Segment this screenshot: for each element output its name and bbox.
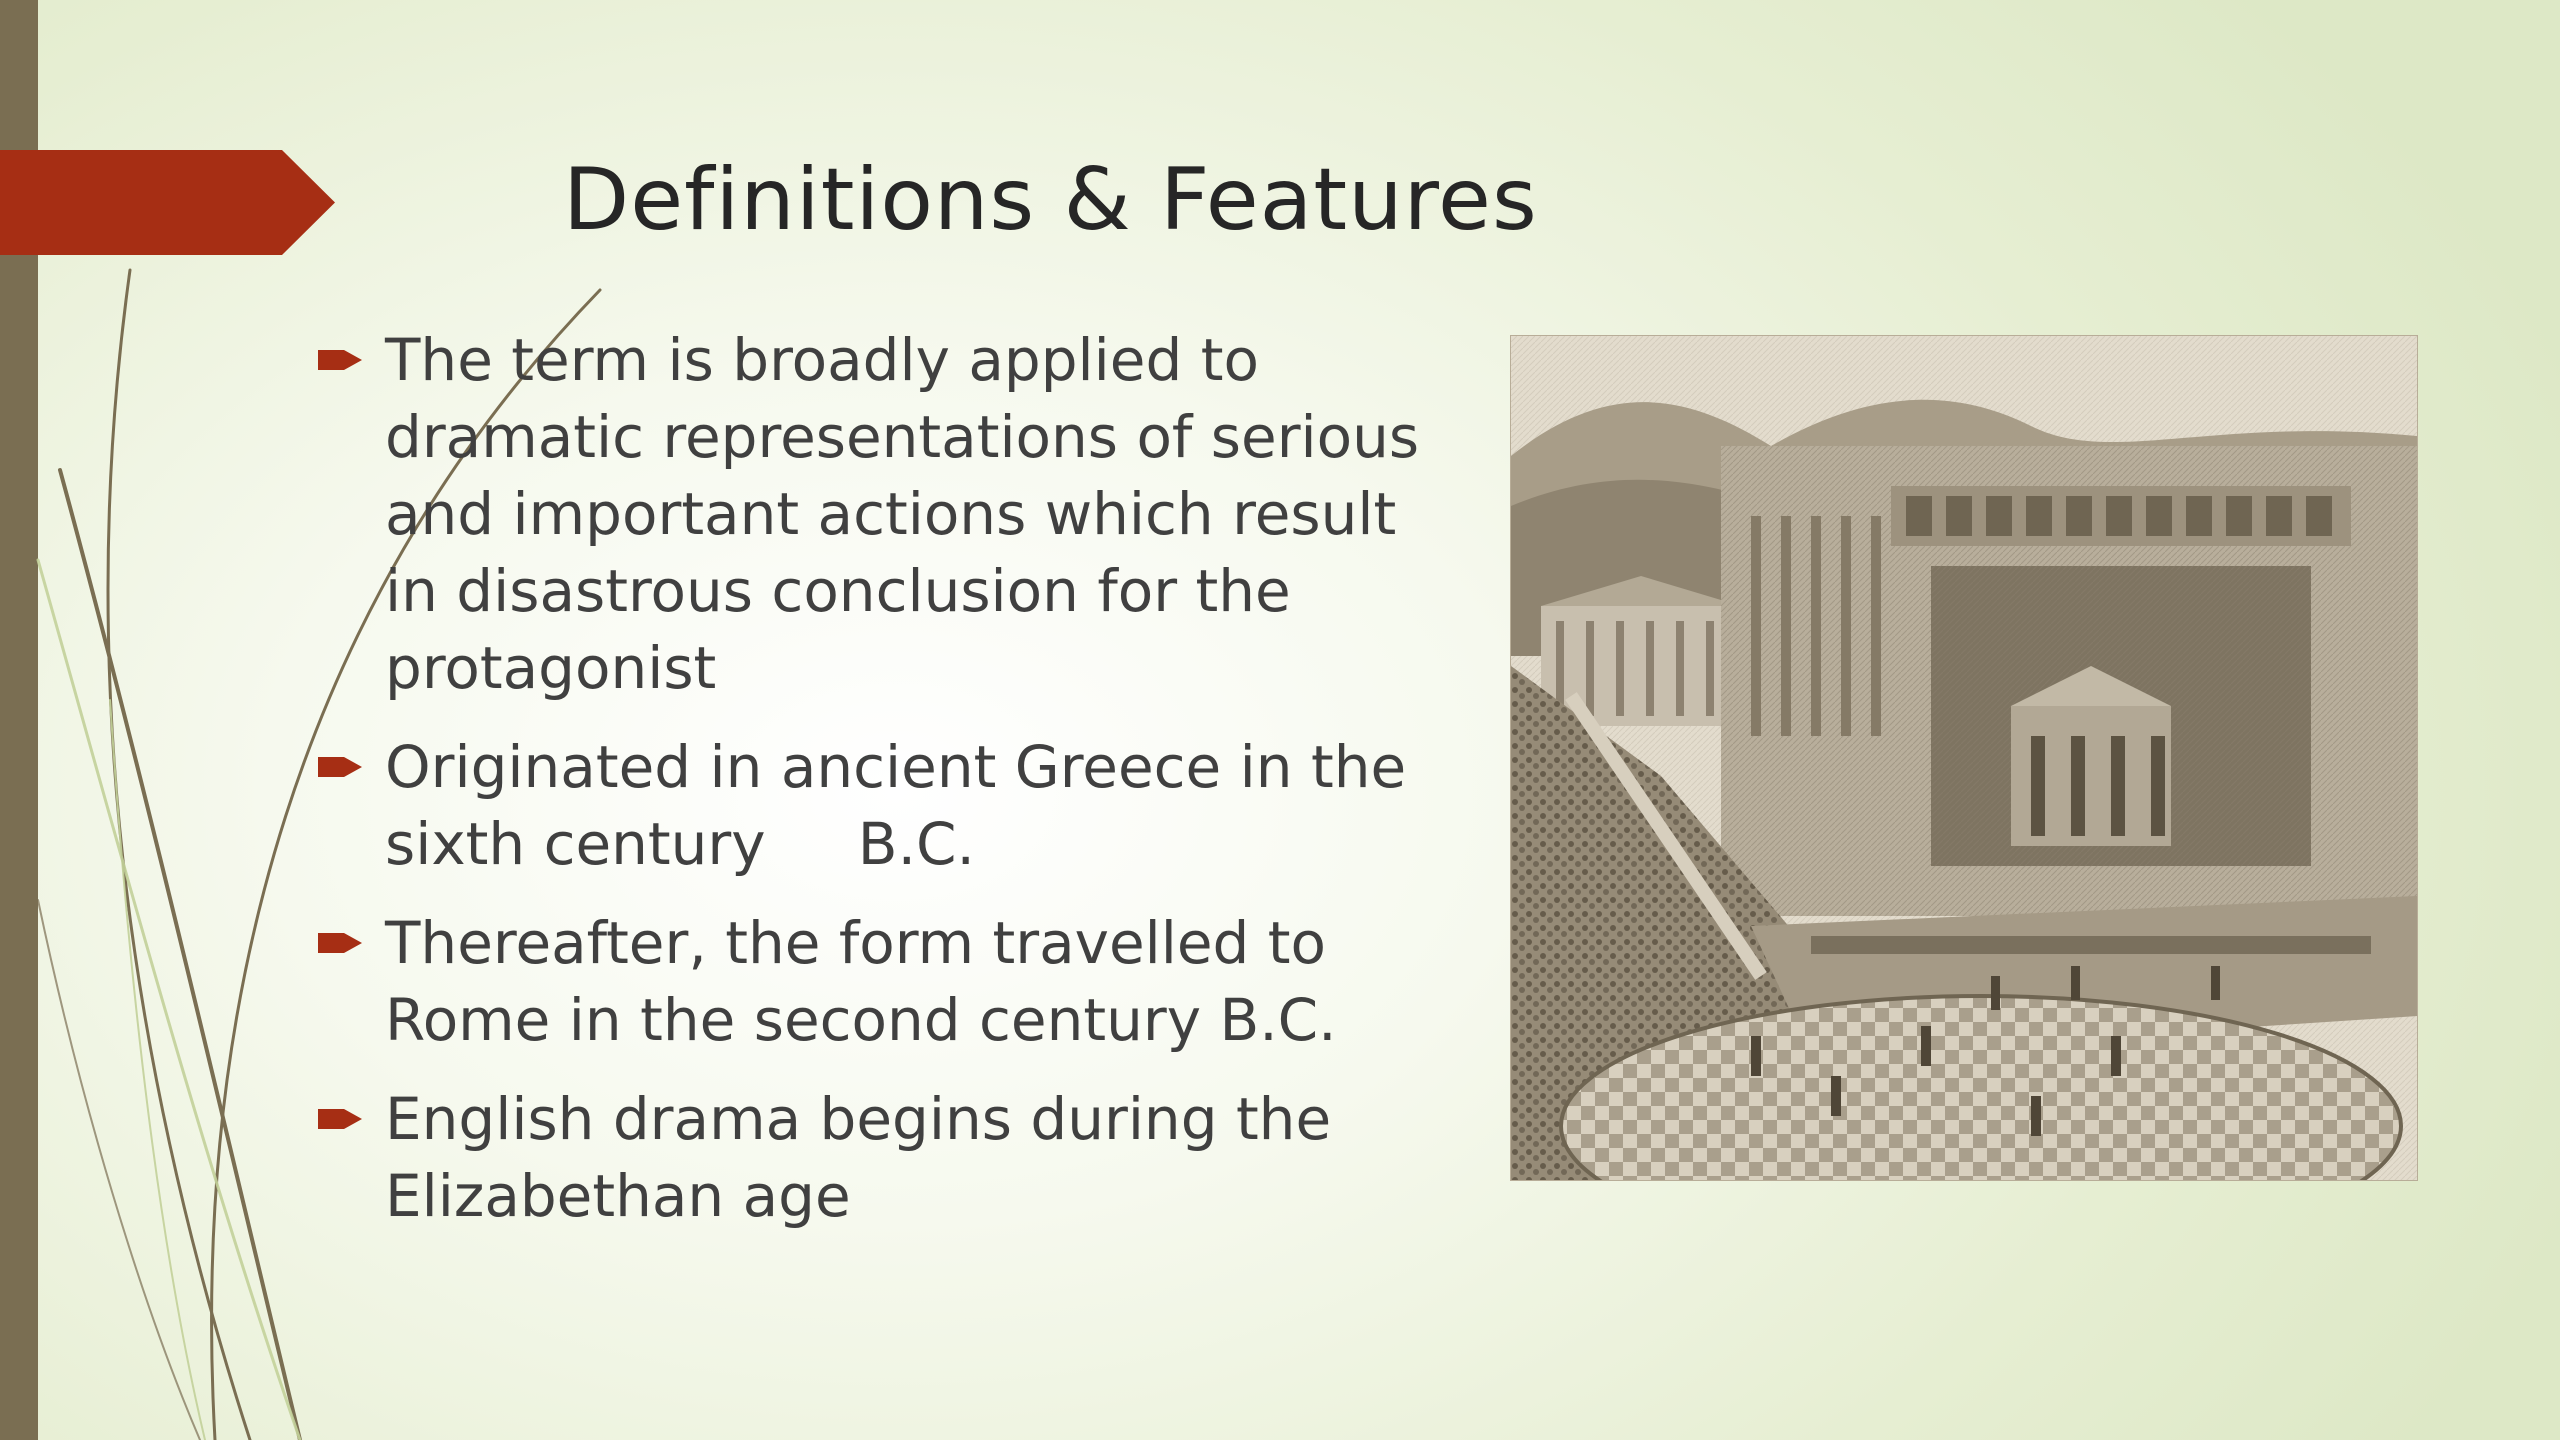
bullet-text: The term is broadly applied to dramatic representations of serious and important actions which result in disastrous conclusion for the protagonist bbox=[385, 326, 1420, 702]
greek-theatre-illustration bbox=[1510, 335, 2418, 1181]
title-accent-arrow bbox=[0, 150, 335, 255]
bullet-item bbox=[310, 729, 1460, 883]
bullet-text: English drama begins during the Elizabethan age bbox=[385, 1085, 1332, 1230]
greek-theatre-engraving-drawing bbox=[1511, 336, 2417, 1180]
arrow-bullet-icon bbox=[318, 344, 362, 376]
bullet-list bbox=[310, 322, 1460, 1257]
bullet-text: Thereafter, the form travelled to Rome in the second century B.C. bbox=[385, 909, 1337, 1054]
bullet-text: Originated in ancient Greece in the sixth century B.C. bbox=[385, 733, 1425, 878]
arrow-bullet-icon bbox=[318, 751, 362, 783]
arrow-bullet-icon bbox=[318, 1103, 362, 1135]
bullet-item bbox=[310, 1081, 1460, 1235]
slide-title: Definitions & Features bbox=[563, 150, 1538, 250]
arrow-bullet-icon bbox=[318, 927, 362, 959]
bullet-item bbox=[310, 322, 1460, 707]
bullet-item bbox=[310, 905, 1460, 1059]
